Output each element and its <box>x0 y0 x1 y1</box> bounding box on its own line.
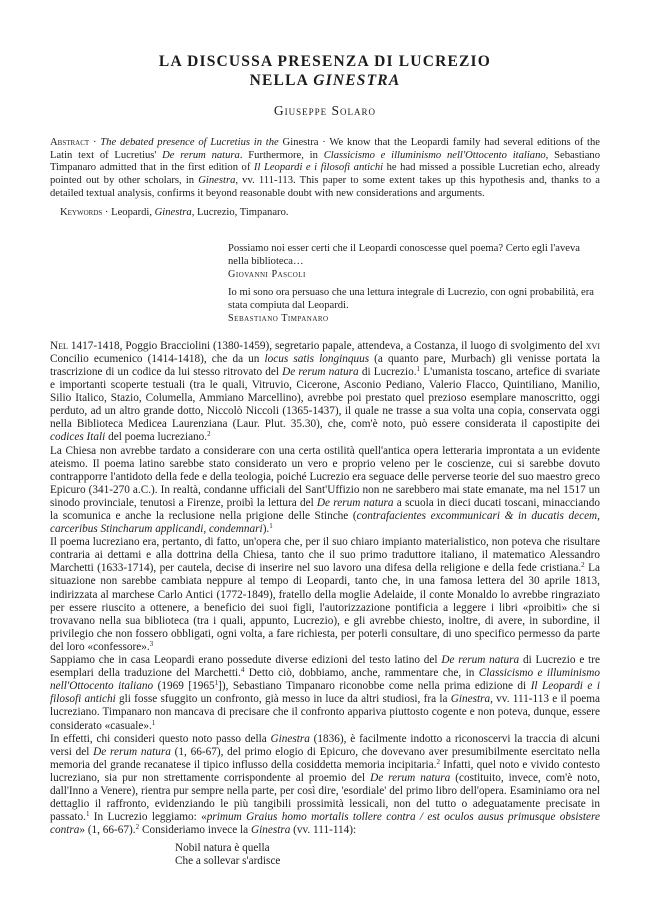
footnote-ref[interactable]: 1 <box>416 364 421 373</box>
abstract: Abstract · The debated presence of Lucretius in the Ginestra · We know that the Leopardi family had several editions of the Latin text of Lucretius' De rerum natura. Furthermore, in Classicismo e illuminismo nell'Ottocento italiano, Sebastiano Timpanaro admitted that in the first edition of Il Leopardi e i filosofi antichi he had missed a possible Lucretian echo, already pointed out by other scholars, in Ginestra, vv. 111-113. This paper to some extent takes up this hypothesis and, thanks to a detailed textual analysis, confirms it beyond reasonable doubt with new considerations and arguments. <box>50 137 601 199</box>
article-title-line-1: LA DISCUSSA PRESENZA DI LUCREZIO <box>158 53 492 70</box>
paragraph: In effetti, chi consideri questo noto passo della Ginestra (1836), è facilmente indotto a riconoscervi la traccia di alcuni versi del De rerum natura (1, 66-67), del primo elogio di Epicuro, che dovevano aver presumibilmente esercitato nella memoria del grande recanatese il tipico influsso della cosiddetta memoria incipitaria.$^2$ Infatti, quel noto e vivido contesto lucreziano, sia pur non strettamente corrispondente al proemio del De rerum natura (costituito, invece, com'è noto, dall'Inno a Venere), rientra pur sempre nella parte, per così dire, 'esordiale' del primo libro dell'opera. Esaminiamo ora nel dettaglio il raffronto, evidenziando le più tangibili prossimità lessicali, non del tutto o adeguatamente precisate in passato.$^1$ In Lucrezio leggiamo: «primum Graius homo mortalis tollere contra / est oculos ausus primusque obsistere contra» (1, 66-67).$^2$ Consideriamo invece la Ginestra (vv. 111-114): <box>50 732 601 837</box>
epigraph-source: Sebastiano Timpanaro <box>228 313 329 325</box>
footnote-ref[interactable]: 1 <box>151 718 156 727</box>
paragraph: Il poema lucreziano era, pertanto, di fatto, un'opera che, per il suo chiaro impianto materialistico, non poteva che risultare contraria ai dettami e alla dottrina della Chiesa, tanto che il suo primo traduttore italiano, il matematico Alessandro Marchetti (1633-1714), per cautela, decise di inserire nel suo lavoro una difesa della religione e della fede cristiana.$^2$ La situazione non sarebbe cambiata neppure al tempo di Leopardi, tanto che, in una famosa lettera del 30 aprile 1813, indirizzata al marchese Carlo Antici (1772-1849), fratello della moglie Adelaide, il conte Monaldo lo avrebbe ringraziato per essere riuscito a ottenere, a beneficio dei suoi figli, l'autorizzazione pontificia a leggere i libri «proibiti» che si trovavano nella sua biblioteca (tra i quali, appunto, Lucrezio), e gli avrebbe chiesto, inoltre, di avere, in subordine, il privilegio che non fossero obbligati, ogni volta, a fare richiesta, per poterli consultare, di uno specifico permesso da parte del loro «confessore».$^3$ <box>50 536 600 653</box>
epigraph-quote: Possiamo noi esser certi che il Leopardi conoscesse quel poema? Certo egli l'aveva nella biblioteca… <box>228 243 580 267</box>
abstract-label: Abstract <box>50 137 90 148</box>
footnote-ref[interactable]: 2 <box>207 430 211 439</box>
footnote-ref[interactable]: 2 <box>135 823 140 832</box>
footnote-ref[interactable]: 3 <box>149 639 154 648</box>
body-text <box>50 340 600 838</box>
paragraph: La Chiesa non avrebbe tardato a considerare con una certa ostilità quell'antica opera letteraria improntata a un evidente ateismo. Il poema latino sarebbe stato considerato un vero e proprio veleno per le coscienze, cui si sarebbe dovuto contrapporre l'antidoto della fede e della teologia, poiché Lucrezio era seguace delle perverse teorie del suo maestro greco Epicuro (341-270 a.C.). In realtà, condanne ufficiali del Sant'Uffizio non ne sarebbero mai state emanate, ma nel 1517 un sinodo provinciale, tenutosi a Firenze, proibì la lettura del De rerum natura a scuola in dieci ducati toscani, minacciando la scomunica e anche la reclusione nella prigione delle Stinche (contrafacientes excommunicari & in ducatis decem, carceribus Stincharum applicandi, condemnari).$^1$ <box>50 444 600 536</box>
verse-line: Nobil natura è quella <box>175 842 270 855</box>
paragraph: Sappiamo che in casa Leopardi erano possedute diverse edizioni del testo latino del De rerum natura di Lucrezio e tre esemplari della traduzione del Marchetti.$^4$ Detto ciò, dobbiamo, anche, rammentare che, in Classicismo e illuminismo nell'Ottocento italiano (1969 [1965$^1$]), Sebastiano Timpanaro riconobbe come nella prima edizione di Il Leopardi e i filosofi antichi gli fosse sfuggito un confronto, già messo in luce da altri studiosi, fra la Ginestra, vv. 111-113 e il poema lucreziano. Timpanaro non mancava di precisare che il confronto appariva piuttosto cogente e non poteva, dunque, essere considerato «casuale».$^1$ <box>50 654 601 732</box>
epigraphs <box>228 243 600 326</box>
footnote-ref[interactable]: 2 <box>581 561 585 570</box>
footnote-ref[interactable]: 4 <box>240 666 245 675</box>
edition-superscript: 1 <box>214 679 219 688</box>
keywords: Keywords · Leopardi, Ginestra, Lucrezio, Timpanaro. <box>60 206 289 218</box>
article-title-line-2: NELLA GINESTRA <box>249 72 401 89</box>
paragraph: Nel 1417-1418, Poggio Bracciolini (1380-1459), segretario papale, attendeva, a Costanza, il luogo di svolgimento del xvi Concilio ecumenico (1414-1418), che da un locus satis longinquus (a quanto pare, Murbach) gli venisse portata la trascrizione di un codice da lui stesso ritrovato del De rerum natura di Lucrezio.$^1$ L'umanista toscano, artefice di svariate e importanti scoperte testuali (tra le quali, Vitruvio, Cicerone, Asconio Pediano, Valerio Flacco, Quintiliano, Manilio, Silio Italico, Stazio, Columella, Ammiano Marcellino), avrebbe poi prestato quel prezioso esemplare manoscritto, oggi perduto, ad un altro grande dotto, Niccolò Niccoli (1365-1437), il quale ne trasse a sua volta una copia, conservata oggi nella Biblioteca Medicea Laurenziana (Laur. Plut. 35.30), che, com'è noto, può essere considerata il capostipite dei codices Itali del poema lucreziano.$^2$ <box>50 339 600 444</box>
footnote-ref[interactable]: 1 <box>269 522 273 531</box>
footnote-ref[interactable]: 1 <box>85 810 90 819</box>
title-italic-work: GINESTRA <box>313 72 401 89</box>
author-name: Giuseppe Solaro <box>273 103 377 118</box>
epigraph-quote: Io mi sono ora persuaso che una lettura integrale di Lucrezio, con ogni probabilità, era stata compiuta dal Leopardi. <box>228 287 594 311</box>
verse-line: Che a sollevar s'ardisce <box>175 855 281 868</box>
footnote-ref[interactable]: 2 <box>436 757 440 766</box>
verse-quote <box>175 842 600 868</box>
keywords-label: Keywords <box>60 206 103 218</box>
abstract-title: The debated presence of Lucretius in the <box>100 137 279 148</box>
epigraph-source: Giovanni Pascoli <box>228 269 306 281</box>
